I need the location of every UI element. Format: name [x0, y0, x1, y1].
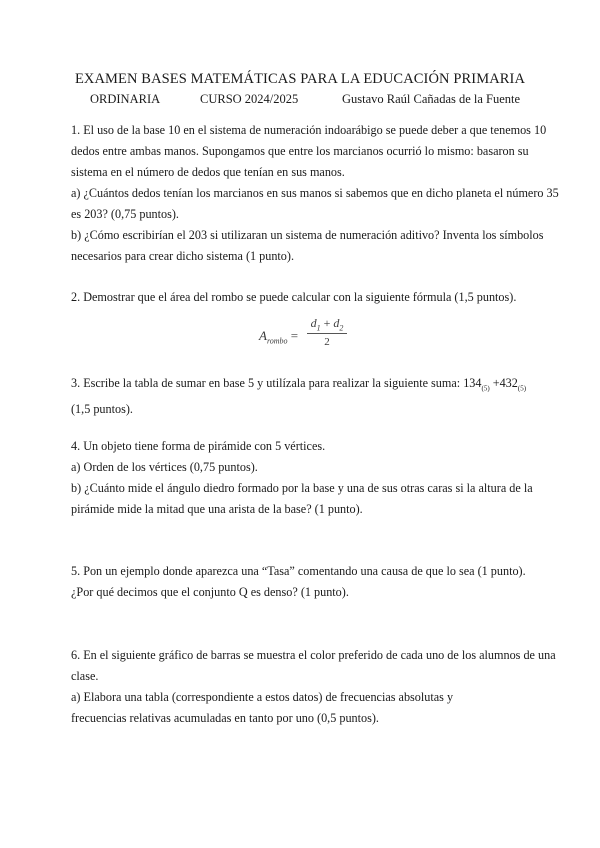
- question-6a-line: a) Elabora una tabla (correspondiente a estos datos) de frecuencias absolutas y: [71, 690, 454, 704]
- question-1a-line: a) ¿Cuántos dedos tenían los marcianos en sus manos si sabemos que en dicho planeta el número 35: [71, 186, 559, 200]
- question-3-line: 3. Escribe la tabla de sumar en base 5 y utilízala para realizar la siguiente suma: $134_{(5)} +432_{(5)}$: [71, 376, 527, 393]
- question-2-line: 2. Demostrar que el área del rombo se puede calcular con la siguiente fórmula (1,5 puntos).: [71, 290, 517, 304]
- question-4b-line: pirámide mide la mitad que una arista de la base? (1 punto).: [71, 502, 363, 516]
- question-5-line: 5. Pon un ejemplo donde aparezca una “Tasa” comentando una causa de que lo sea (1 punto).: [71, 564, 526, 578]
- formula-fraction: [307, 316, 347, 348]
- question-1-line: dedos entre ambas manos. Supongamos que entre los marcianos ocurrió lo mismo: basaron su: [71, 144, 529, 158]
- question-1b-line: b) ¿Cómo escribirían el 203 si utilizaran un sistema de numeración aditivo? Inventa los símbolos: [71, 228, 544, 242]
- question-6-line: 6. En el siguiente gráfico de barras se muestra el color preferido de cada uno de los alumnos de una: [71, 648, 556, 662]
- exam-title: EXAMEN BASES MATEMÁTICAS PARA LA EDUCACIÓN PRIMARIA: [74, 71, 526, 87]
- formula-numerator: $d_1 + d_2$: [310, 316, 344, 333]
- question-6-line: clase.: [71, 669, 99, 683]
- question-4b-line: b) ¿Cuánto mide el ángulo diedro formado por la base y una de sus otras caras si la altura de la: [71, 481, 533, 495]
- question-1-line: 1. El uso de la base 10 en el sistema de numeración indoarábigo se puede deber a que tenemos 10: [71, 123, 547, 137]
- question-3-points: (1,5 puntos).: [71, 402, 133, 417]
- question-5: [71, 561, 553, 603]
- fraction-bar: [307, 333, 347, 334]
- base-subscript: (5): [481, 384, 490, 393]
- exam-session: ORDINARIA: [90, 92, 161, 106]
- base-subscript: (5): [517, 384, 527, 393]
- question-1b-line: necesarios para crear dicho sistema (1 punto).: [71, 249, 295, 263]
- exam-course: CURSO 2024/2025: [200, 92, 299, 106]
- formula-denominator: 2: [324, 336, 330, 349]
- question-4a-line: a) Orden de los vértices (0,75 puntos).: [71, 460, 258, 474]
- question-4: [71, 436, 553, 520]
- question-1a-line: es 203? (0,75 puntos).: [71, 207, 179, 221]
- question-6a-line: frecuencias relativas acumuladas en tanto por uno (0,5 puntos).: [71, 711, 379, 725]
- question-3: [71, 373, 553, 420]
- question-2: [71, 287, 553, 308]
- question-1: [71, 120, 559, 267]
- question-6: [71, 645, 556, 729]
- question-1-line: sistema en el número de dedos que tenían en sus manos.: [71, 165, 345, 179]
- question-5-line: ¿Por qué decimos que el conjunto Q es denso? (1 punto).: [71, 585, 349, 599]
- formula-lhs: $A_{rombo}$ =: [259, 328, 299, 346]
- question-4-line: 4. Un objeto tiene forma de pirámide con 5 vértices.: [71, 439, 326, 453]
- exam-author: Gustavo Raúl Cañadas de la Fuente: [342, 92, 521, 106]
